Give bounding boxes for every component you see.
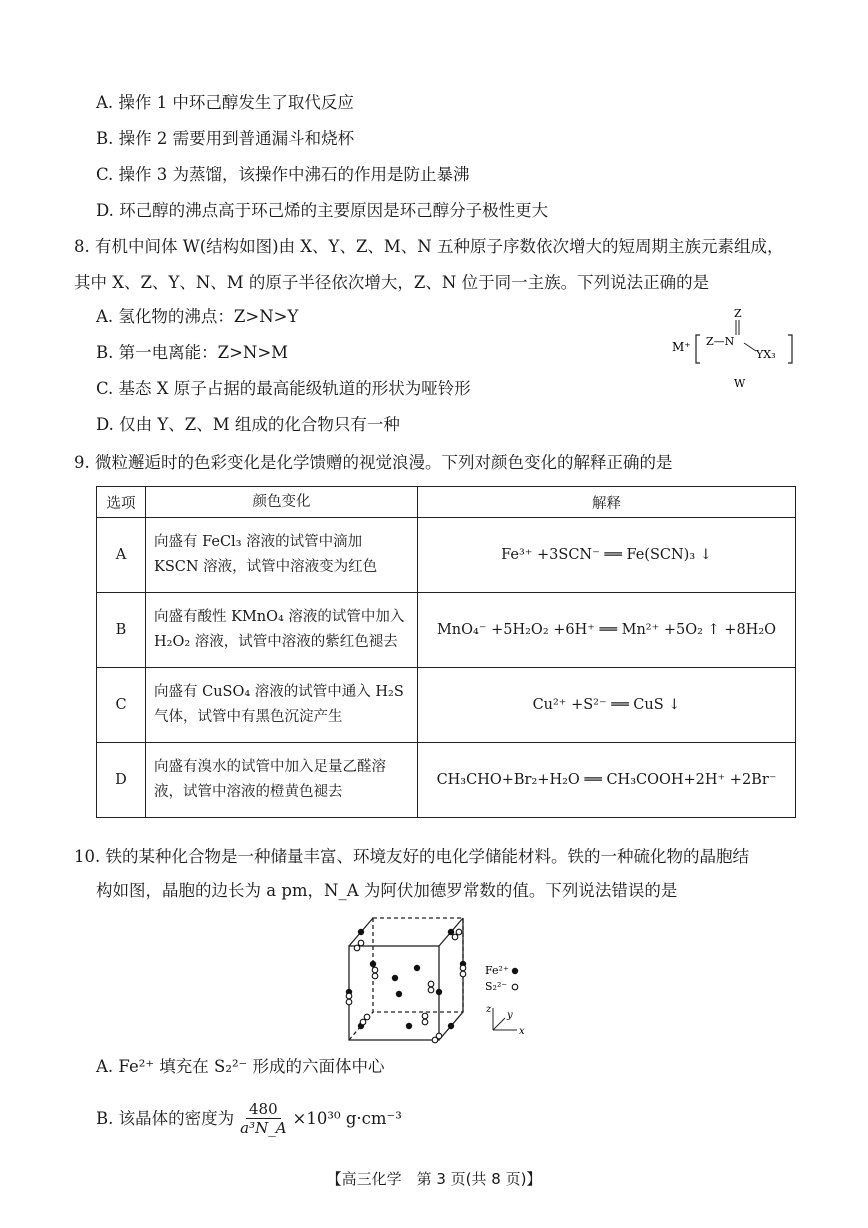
- table-row: [97, 743, 796, 818]
- q10-option-b: [96, 1100, 402, 1137]
- axis-y-label: y: [507, 1010, 513, 1021]
- table-row: [97, 668, 796, 743]
- row-explain: Fe³⁺ +3SCN⁻ ══ Fe(SCN)₃ ↓: [418, 518, 796, 593]
- structure-top-z: Z: [734, 307, 742, 320]
- row-change: 向盛有溴水的试管中加入足量乙醛溶液，试管中溶液的橙黄色褪去: [146, 743, 418, 818]
- legend-fe-marker: [512, 968, 518, 974]
- row-option: D: [97, 743, 146, 818]
- q8-option-c: C. 基态 X 原子占据的最高能级轨道的形状为哑铃形: [96, 379, 471, 398]
- q9-table: [96, 486, 796, 818]
- q7-option-d: D. 环己醇的沸点高于环己烯的主要原因是环己醇分子极性更大: [96, 201, 549, 220]
- row-change: 向盛有 CuSO₄ 溶液的试管中通入 H₂S 气体，试管中有黑色沉淀产生: [146, 668, 418, 743]
- q8-option-b: B. 第一电离能：Z>N>M: [96, 343, 289, 362]
- axis-z-label: z: [486, 1004, 492, 1015]
- structure-right: YX₃: [756, 348, 776, 361]
- q9-stem: 9. 微粒邂逅时的色彩变化是化学馈赠的视觉浪漫。下列对颜色变化的解释正确的是: [74, 453, 673, 472]
- q8-option-a: A. 氢化物的沸点：Z>N>Y: [96, 307, 299, 326]
- q10-stem-line2: 构如图，晶胞的边长为 a pm，N_A 为阿伏加德罗常数的值。下列说法错误的是: [96, 881, 678, 900]
- structure-label: W: [734, 377, 746, 390]
- legend-fe-label: Fe²⁺: [485, 964, 509, 977]
- q7-option-c: C. 操作 3 为蒸馏，该操作中沸石的作用是防止暴沸: [96, 165, 470, 184]
- row-explain: MnO₄⁻ +5H₂O₂ +6H⁺ ══ Mn²⁺ +5O₂ ↑ +8H₂O: [418, 593, 796, 668]
- table-header-option: 选项: [97, 487, 146, 518]
- bracket-right: [788, 335, 792, 363]
- fraction-numerator: 480: [246, 1100, 281, 1119]
- row-option: B: [97, 593, 146, 668]
- crystal-cell-diagram: [335, 912, 545, 1052]
- page-footer: 【高三化学 第 3 页(共 8 页)】: [326, 1170, 542, 1188]
- row-option: C: [97, 668, 146, 743]
- legend-s-marker: [512, 984, 518, 990]
- row-option: A: [97, 518, 146, 593]
- q8-stem-line1: 8. 有机中间体 W(结构如图)由 X、Y、Z、M、N 五种原子序数依次增大的短周期主族元素组成，: [74, 237, 784, 256]
- q10-option-a: A. Fe²⁺ 填充在 S₂²⁻ 形成的六面体中心: [96, 1057, 385, 1076]
- axes-icon: [493, 1008, 517, 1030]
- table-header-explain: 解释: [418, 487, 796, 518]
- axis-x-label: x: [519, 1026, 525, 1037]
- option-b-suffix: ×10³⁰ g·cm⁻³: [292, 1108, 402, 1128]
- legend-s-label: S₂²⁻: [485, 980, 508, 993]
- q7-option-b: B. 操作 2 需要用到普通漏斗和烧杯: [96, 129, 355, 148]
- row-change: 向盛有酸性 KMnO₄ 溶液的试管中加入 H₂O₂ 溶液，试管中溶液的紫红色褪去: [146, 593, 418, 668]
- structure-left: Z—N: [706, 335, 735, 348]
- q8-stem-line2: 其中 X、Z、Y、N、M 的原子半径依次增大，Z、N 位于同一主族。下列说法正确的是: [74, 273, 710, 292]
- table-row: [97, 518, 796, 593]
- row-explain: CH₃CHO+Br₂+H₂O ══ CH₃COOH+2H⁺ +2Br⁻: [418, 743, 796, 818]
- fraction-denominator: a³N_A: [240, 1119, 287, 1137]
- q8-option-d: D. 仅由 Y、Z、M 组成的化合物只有一种: [96, 415, 400, 434]
- table-header-row: [97, 487, 796, 518]
- table-row: [97, 593, 796, 668]
- row-explain: Cu²⁺ +S²⁻ ══ CuS ↓: [418, 668, 796, 743]
- density-fraction: [237, 1100, 289, 1137]
- structure-w-diagram: [672, 305, 802, 395]
- q7-option-a: A. 操作 1 中环己醇发生了取代反应: [96, 93, 354, 112]
- q10-stem-line1: 10. 铁的某种化合物是一种储量丰富、环境友好的电化学储能材料。铁的一种硫化物的晶胞结: [74, 847, 749, 866]
- bracket-left: [696, 335, 700, 363]
- row-change: 向盛有 FeCl₃ 溶液的试管中滴加 KSCN 溶液，试管中溶液变为红色: [146, 518, 418, 593]
- option-b-prefix: B. 该晶体的密度为: [96, 1108, 235, 1128]
- structure-cation: M⁺: [672, 340, 691, 354]
- table-header-change: 颜色变化: [146, 487, 418, 518]
